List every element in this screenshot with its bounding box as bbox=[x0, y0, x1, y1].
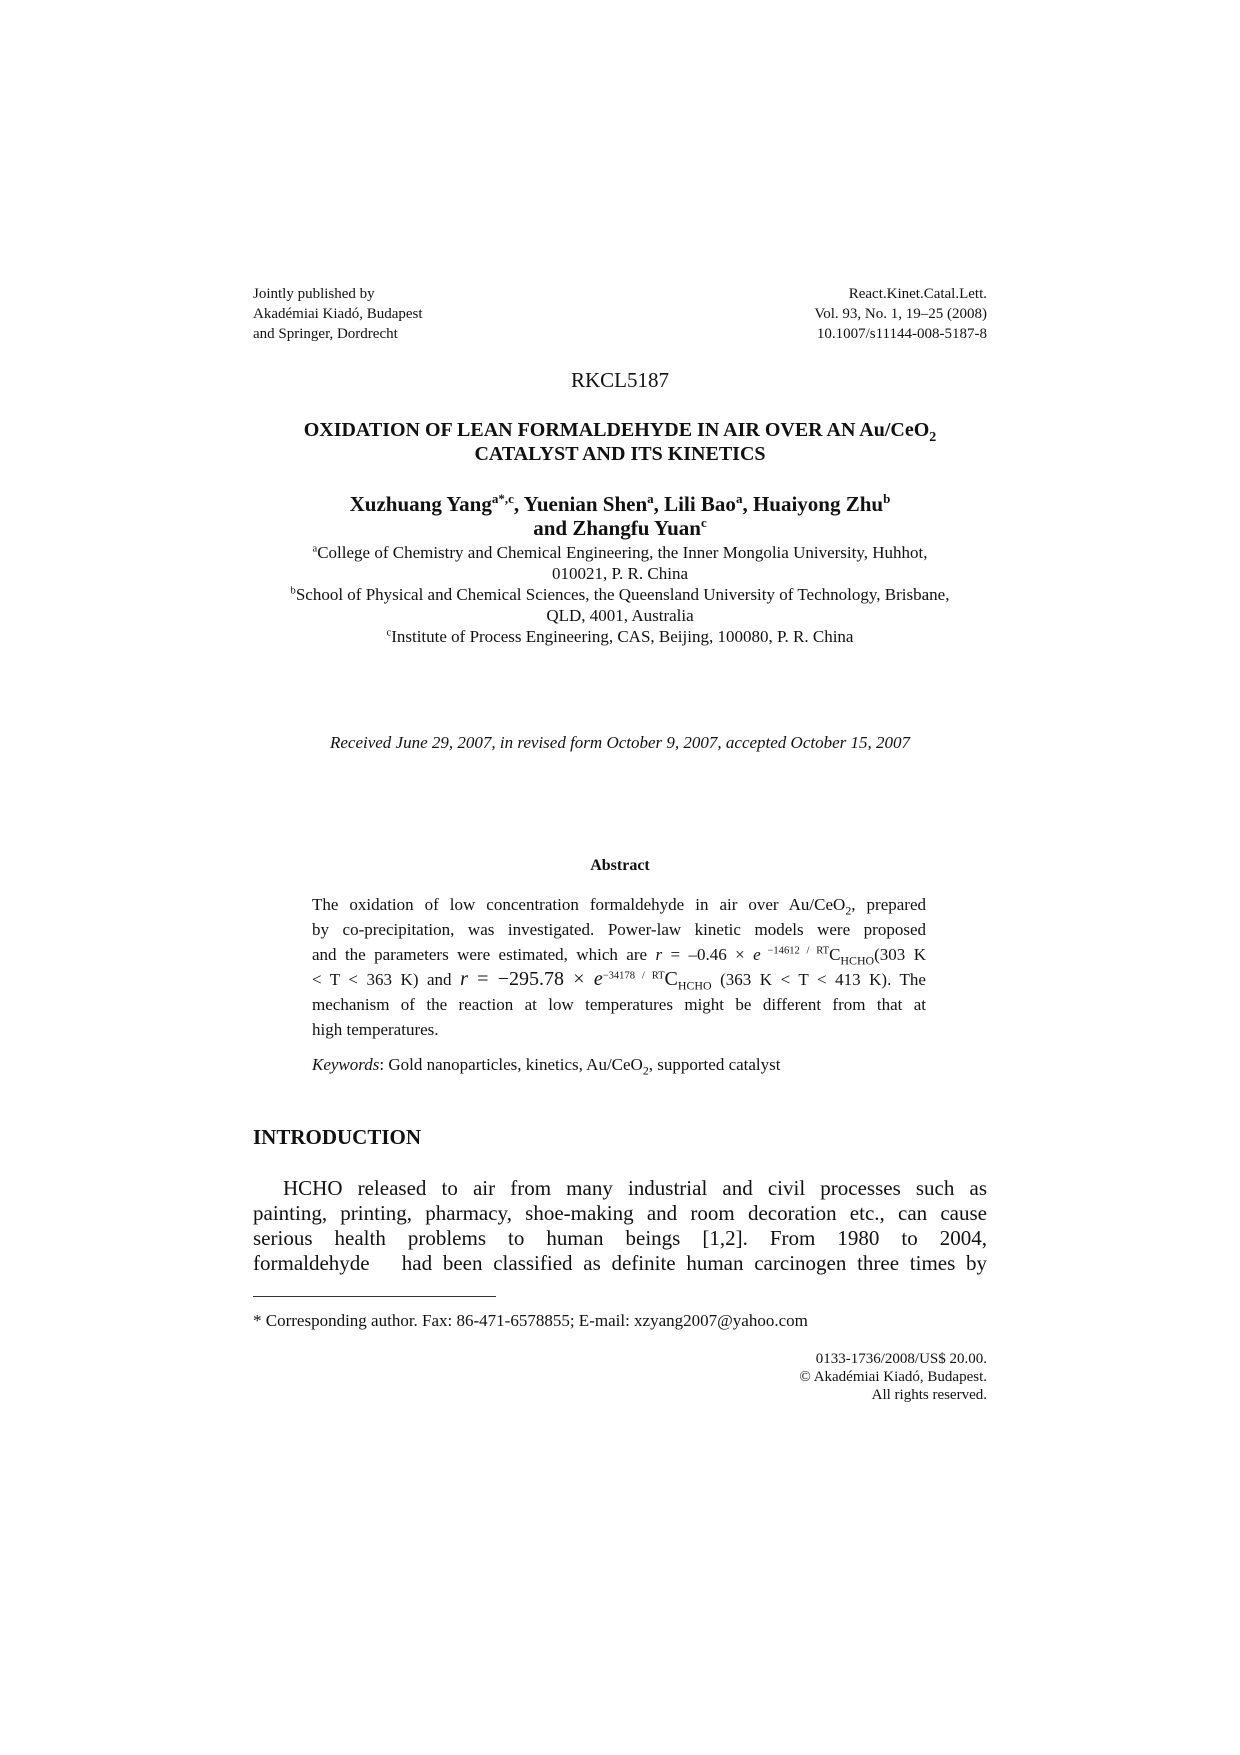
authors-line-1: Xuzhuang Yang$^{a*,c}$, Yuenian Shen$^a$, Lili Bao$^a$, Huaiyong Zhu$^b$ bbox=[349, 491, 891, 516]
affiliation-b: $^b$School of Physical and Chemical Sciences, the Queensland University of Technology, Brisbane, bbox=[290, 585, 950, 604]
affiliation-c: $^c$Institute of Process Engineering, CAS, Beijing, 100080, P. R. China bbox=[386, 627, 854, 646]
journal-line: React.Kinet.Catal.Lett. bbox=[848, 286, 987, 302]
publisher-line: and Springer, Dordrecht bbox=[253, 326, 398, 342]
journal-line: 10.1007/s11144-008-5187-8 bbox=[816, 326, 987, 342]
affiliation-a: $^a$College of Chemistry and Chemical Engineering, the Inner Mongolia University, Huhhot, bbox=[312, 543, 928, 562]
authors bbox=[0, 492, 1240, 540]
article-title bbox=[0, 418, 1240, 466]
keywords: Keywords: Gold nanoparticles, kinetics, Au/CeO$_2$, supported catalyst bbox=[312, 1055, 781, 1078]
journal-info bbox=[814, 284, 987, 344]
introduction-body bbox=[253, 1176, 987, 1276]
intro-line: HCHO released to air from many industrial and civil processes such as bbox=[283, 1176, 987, 1200]
abstract-line: and the parameters were estimated, which are r = –0.46 × e $^{-14612 / RT}C_{HCHO}(303$ K bbox=[312, 945, 926, 968]
abstract-line: by co-precipitation, was investigated. Power-law kinetic models were proposed bbox=[312, 920, 926, 939]
copyright-line: All rights reserved. bbox=[871, 1387, 987, 1403]
affiliation-a-cont: 010021, P. R. China bbox=[551, 564, 689, 583]
abstract-heading: Abstract bbox=[590, 857, 650, 874]
article-code: RKCL5187 bbox=[570, 368, 669, 392]
copyright-block bbox=[799, 1350, 987, 1404]
intro-line: painting, printing, pharmacy, shoe-making and room decoration etc., can cause bbox=[253, 1201, 987, 1225]
footnote-corresponding-author: * Corresponding author. Fax: 86-471-6578855; E-mail: xzyang2007@yahoo.com bbox=[253, 1311, 808, 1330]
copyright-line: © Akadémiai Kiadó, Budapest. bbox=[799, 1369, 987, 1385]
intro-line: serious health problems to human beings [1,2]. From 1980 to 2004, bbox=[253, 1226, 987, 1250]
abstract-line: mechanism of the reaction at low temperatures might be different from that at bbox=[312, 995, 926, 1014]
abstract-line: high temperatures. bbox=[312, 1020, 439, 1039]
copyright-line: 0133-1736/2008/US$ 20.00. bbox=[815, 1351, 987, 1367]
publisher-line: Jointly published by bbox=[253, 286, 375, 302]
received-dates: Received June 29, 2007, in revised form October 9, 2007, accepted October 15, 2007 bbox=[329, 733, 911, 752]
section-heading-introduction: INTRODUCTION bbox=[253, 1125, 422, 1149]
footnote-divider bbox=[253, 1296, 496, 1297]
journal-line: Vol. 93, No. 1, 19–25 (2008) bbox=[814, 306, 987, 322]
publisher-line: Akadémiai Kiadó, Budapest bbox=[253, 306, 423, 322]
abstract-line: The oxidation of low concentration formaldehyde in air over Au/CeO$_2$, prepared bbox=[312, 895, 926, 918]
affiliation-b-cont: QLD, 4001, Australia bbox=[546, 606, 694, 625]
publisher-info bbox=[253, 284, 423, 344]
abstract-line: < T < 363 K) and $r = -295.78 \times e^{-34178 / RT}C_{HCHO}$ (363 K < T < 413 K). The bbox=[312, 968, 926, 993]
affiliations bbox=[0, 542, 1240, 647]
abstract-body bbox=[312, 892, 926, 1042]
title-line-2: CATALYST AND ITS KINETICS bbox=[474, 443, 766, 465]
title-line-1: OXIDATION OF LEAN FORMALDEHYDE IN AIR OVER AN Au/CeO$_2$ bbox=[303, 419, 937, 445]
intro-line: formaldehyde had been classified as definite human carcinogen three times by bbox=[253, 1251, 987, 1275]
authors-line-2: and Zhangfu Yuan$^c$ bbox=[533, 515, 707, 540]
